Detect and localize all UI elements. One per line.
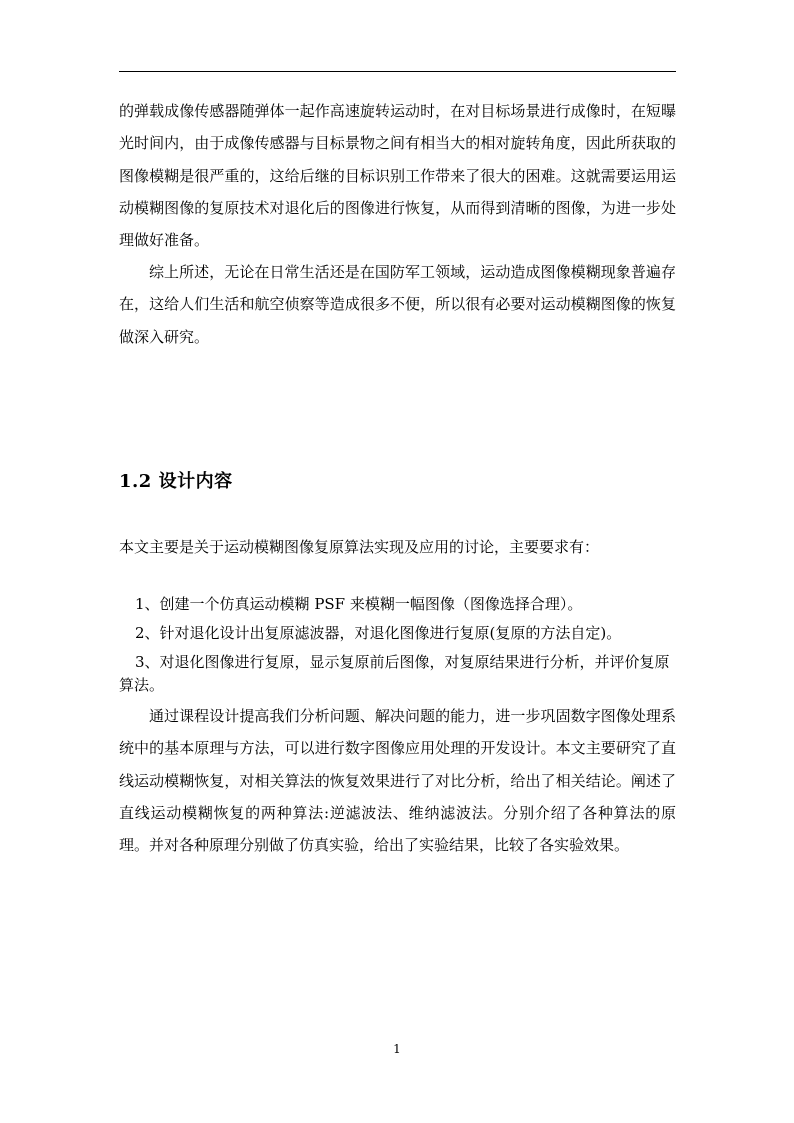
requirement-item-3: 3、对退化图像进行复原，显示复原前后图像，对复原结果进行分析，并评价复原算法。 [119, 653, 670, 694]
header-rule [119, 71, 676, 72]
body-paragraph-1: 的弹载成像传感器随弹体一起作高速旋转运动时，在对目标场景进行成像时，在短曝光时间内，由于成像传感器与目标景物之间有相当大的相对旋转角度，因此所获取的图像模糊是很严重的，这给后继的目标识别工作带来了很大的困难。这就需要运用运动模糊图像的复原技术对退化后的图像进行恢复，从而得到清晰的图像，为进一步处理做好准备。 [119, 102, 676, 250]
body-paragraph-3: 通过课程设计提高我们分析问题、解决问题的能力，进一步巩固数字图像处理系统中的基本原理与方法，可以进行数字图像应用处理的开发设计。本文主要研究了直线运动模糊恢复，对相关算法的恢复效果进行了对比分析，给出了相关结论。阐述了直线运动模糊恢复的两种算法:逆滤波法、维纳滤波法。分别介绍了各种算法的原理。并对各种原理分别做了仿真实验，给出了实验结果，比较了各实验效果。 [119, 707, 676, 855]
page-number: 1 [393, 1042, 401, 1056]
intro-text: 本文主要是关于运动模糊图像复原算法实现及应用的讨论，主要要求有： [119, 538, 600, 556]
requirement-item-1: 1、创建一个仿真运动模糊 PSF 来模糊一幅图像（图像选择合理）。 [135, 595, 583, 613]
body-paragraph-2: 综上所述，无论在日常生活还是在国防军工领域，运动造成图像模糊现象普遍存在，这给人们生活和航空侦察等造成很多不便，所以很有必要对运动模糊图像的恢复做深入研究。 [119, 263, 676, 346]
section-heading: 1.2 设计内容 [119, 471, 233, 492]
requirement-item-2: 2、针对退化设计出复原滤波器，对退化图像进行复原(复原的方法自定)。 [135, 624, 622, 642]
